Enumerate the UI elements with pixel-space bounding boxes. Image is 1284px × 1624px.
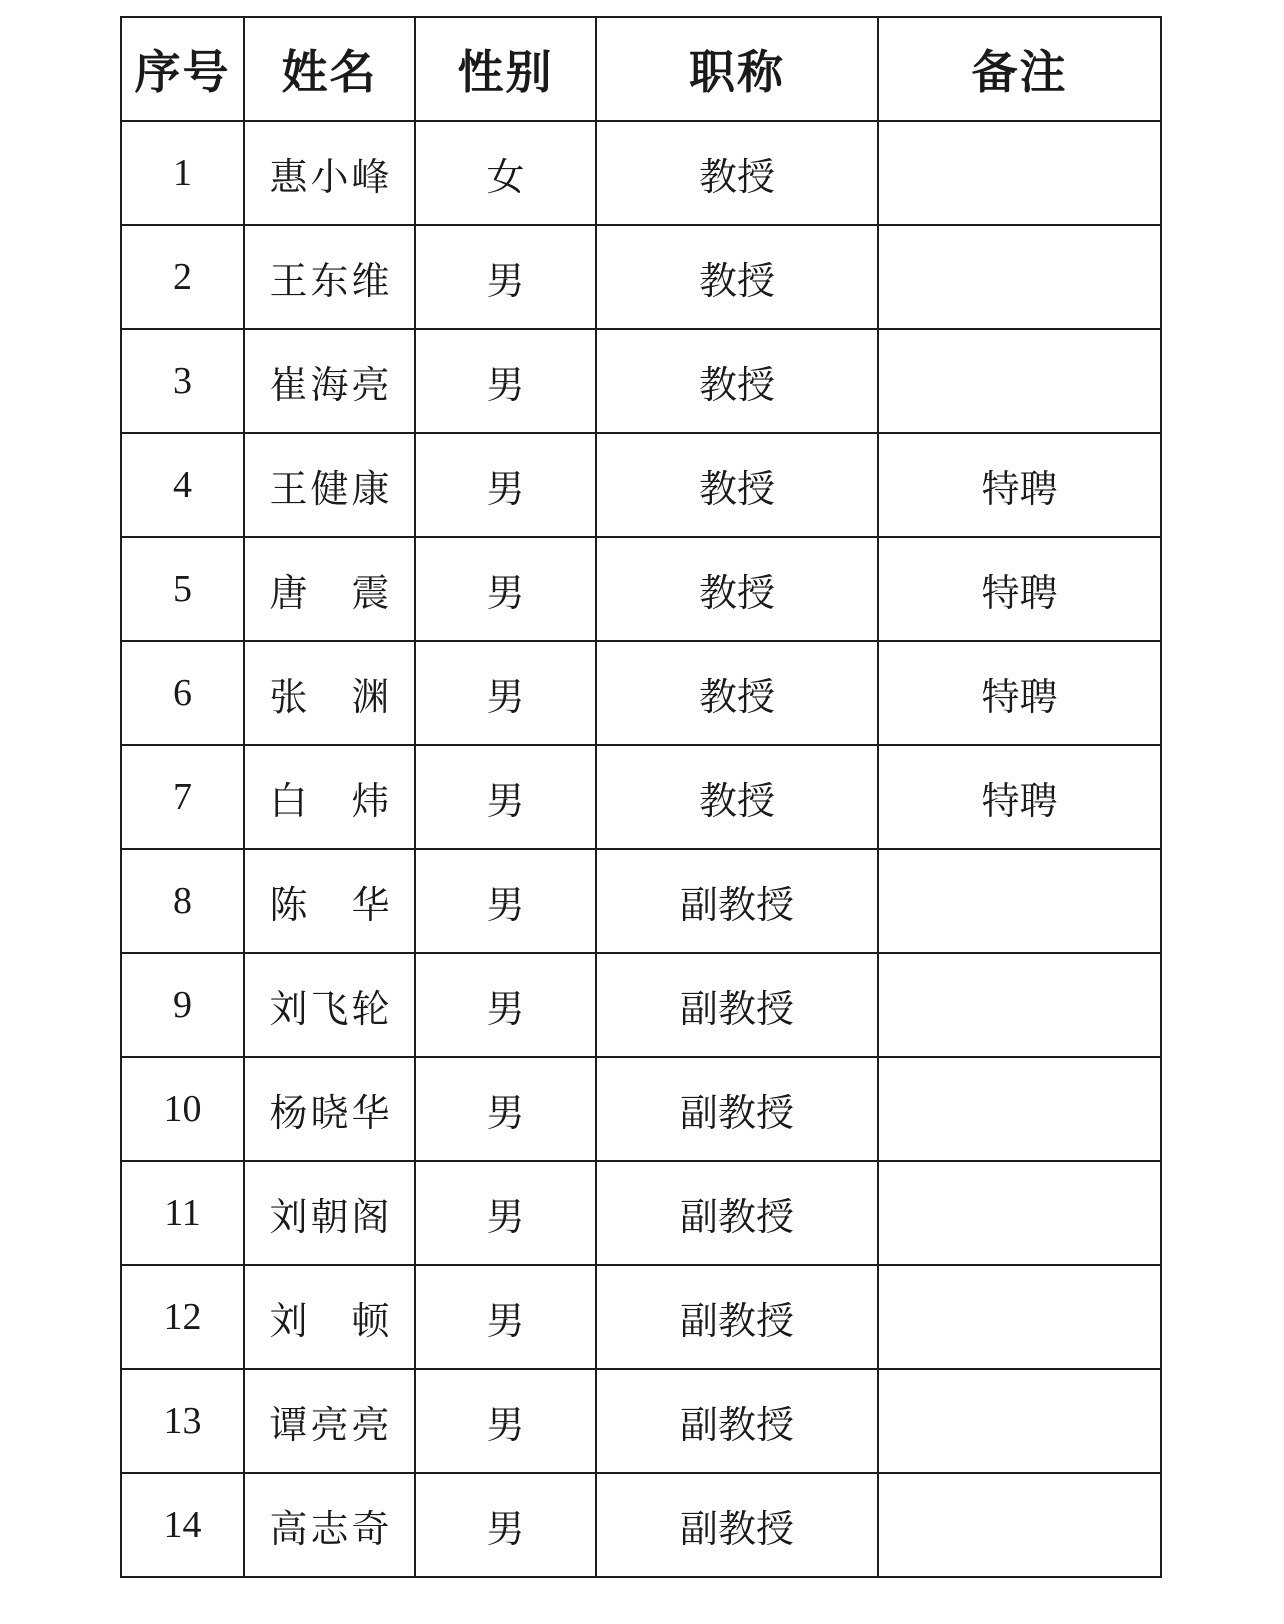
cell-title: 副教授 bbox=[596, 1161, 878, 1265]
cell-gender: 男 bbox=[415, 329, 596, 433]
table-row bbox=[121, 433, 1161, 537]
cell-no: 1 bbox=[121, 121, 244, 225]
cell-note bbox=[878, 225, 1161, 329]
cell-title: 副教授 bbox=[596, 849, 878, 953]
table-row bbox=[121, 225, 1161, 329]
cell-gender: 男 bbox=[415, 641, 596, 745]
person-name: 白 炜 bbox=[269, 778, 390, 823]
cell-name bbox=[244, 121, 415, 225]
cell-name bbox=[244, 329, 415, 433]
cell-gender: 男 bbox=[415, 1057, 596, 1161]
cell-name bbox=[244, 1473, 415, 1577]
cell-title: 副教授 bbox=[596, 953, 878, 1057]
cell-no: 2 bbox=[121, 225, 244, 329]
table-row bbox=[121, 745, 1161, 849]
table-header-row bbox=[121, 17, 1161, 121]
cell-no: 14 bbox=[121, 1473, 244, 1577]
cell-title: 教授 bbox=[596, 433, 878, 537]
cell-gender: 男 bbox=[415, 1265, 596, 1369]
cell-note bbox=[878, 329, 1161, 433]
header-name: 姓名 bbox=[244, 17, 415, 121]
cell-note bbox=[878, 121, 1161, 225]
table-row bbox=[121, 1265, 1161, 1369]
table-row bbox=[121, 537, 1161, 641]
table-row bbox=[121, 849, 1161, 953]
cell-no: 4 bbox=[121, 433, 244, 537]
cell-gender: 男 bbox=[415, 849, 596, 953]
cell-no: 8 bbox=[121, 849, 244, 953]
person-name: 刘飞轮 bbox=[269, 986, 390, 1031]
cell-title: 教授 bbox=[596, 641, 878, 745]
cell-name bbox=[244, 225, 415, 329]
table-row bbox=[121, 1369, 1161, 1473]
table-row bbox=[121, 121, 1161, 225]
cell-name bbox=[244, 1161, 415, 1265]
header-title: 职称 bbox=[596, 17, 878, 121]
staff-table-container bbox=[120, 16, 1160, 1578]
cell-note bbox=[878, 1057, 1161, 1161]
cell-no: 5 bbox=[121, 537, 244, 641]
cell-name bbox=[244, 433, 415, 537]
cell-note: 特聘 bbox=[878, 537, 1161, 641]
cell-gender: 男 bbox=[415, 1369, 596, 1473]
person-name: 刘 顿 bbox=[269, 1298, 390, 1343]
table-row bbox=[121, 953, 1161, 1057]
cell-no: 13 bbox=[121, 1369, 244, 1473]
cell-title: 教授 bbox=[596, 329, 878, 433]
cell-no: 11 bbox=[121, 1161, 244, 1265]
cell-name bbox=[244, 537, 415, 641]
cell-title: 教授 bbox=[596, 537, 878, 641]
cell-note bbox=[878, 1473, 1161, 1577]
cell-title: 副教授 bbox=[596, 1369, 878, 1473]
cell-note bbox=[878, 953, 1161, 1057]
cell-gender: 男 bbox=[415, 1161, 596, 1265]
table-row bbox=[121, 329, 1161, 433]
person-name: 陈 华 bbox=[269, 882, 390, 927]
header-no: 序号 bbox=[121, 17, 244, 121]
cell-name bbox=[244, 849, 415, 953]
person-name: 王健康 bbox=[269, 466, 390, 511]
person-name: 惠小峰 bbox=[269, 154, 390, 199]
cell-gender: 男 bbox=[415, 225, 596, 329]
cell-note bbox=[878, 1369, 1161, 1473]
header-note: 备注 bbox=[878, 17, 1161, 121]
cell-title: 教授 bbox=[596, 121, 878, 225]
cell-note: 特聘 bbox=[878, 433, 1161, 537]
cell-title: 副教授 bbox=[596, 1057, 878, 1161]
cell-no: 7 bbox=[121, 745, 244, 849]
table-row bbox=[121, 1057, 1161, 1161]
person-name: 谭亮亮 bbox=[269, 1402, 390, 1447]
cell-note bbox=[878, 849, 1161, 953]
cell-name bbox=[244, 1369, 415, 1473]
cell-no: 12 bbox=[121, 1265, 244, 1369]
cell-title: 副教授 bbox=[596, 1473, 878, 1577]
table-row bbox=[121, 1161, 1161, 1265]
person-name: 刘朝阁 bbox=[269, 1194, 390, 1239]
cell-gender: 男 bbox=[415, 433, 596, 537]
cell-note: 特聘 bbox=[878, 745, 1161, 849]
staff-table bbox=[120, 16, 1162, 1578]
cell-title: 教授 bbox=[596, 745, 878, 849]
cell-gender: 女 bbox=[415, 121, 596, 225]
cell-name bbox=[244, 953, 415, 1057]
cell-gender: 男 bbox=[415, 1473, 596, 1577]
cell-note bbox=[878, 1161, 1161, 1265]
cell-gender: 男 bbox=[415, 537, 596, 641]
person-name: 高志奇 bbox=[269, 1506, 390, 1551]
table-row bbox=[121, 641, 1161, 745]
cell-gender: 男 bbox=[415, 745, 596, 849]
header-gender: 性别 bbox=[415, 17, 596, 121]
table-body bbox=[121, 121, 1161, 1577]
person-name: 杨晓华 bbox=[269, 1090, 390, 1135]
cell-name bbox=[244, 1265, 415, 1369]
table-row bbox=[121, 1473, 1161, 1577]
cell-name bbox=[244, 1057, 415, 1161]
cell-title: 教授 bbox=[596, 225, 878, 329]
person-name: 王东维 bbox=[269, 258, 390, 303]
cell-name bbox=[244, 745, 415, 849]
cell-note: 特聘 bbox=[878, 641, 1161, 745]
cell-no: 9 bbox=[121, 953, 244, 1057]
cell-note bbox=[878, 1265, 1161, 1369]
person-name: 唐 震 bbox=[269, 570, 390, 615]
cell-gender: 男 bbox=[415, 953, 596, 1057]
cell-no: 6 bbox=[121, 641, 244, 745]
person-name: 张 渊 bbox=[269, 674, 390, 719]
cell-no: 10 bbox=[121, 1057, 244, 1161]
cell-no: 3 bbox=[121, 329, 244, 433]
cell-name bbox=[244, 641, 415, 745]
cell-title: 副教授 bbox=[596, 1265, 878, 1369]
person-name: 崔海亮 bbox=[269, 362, 390, 407]
